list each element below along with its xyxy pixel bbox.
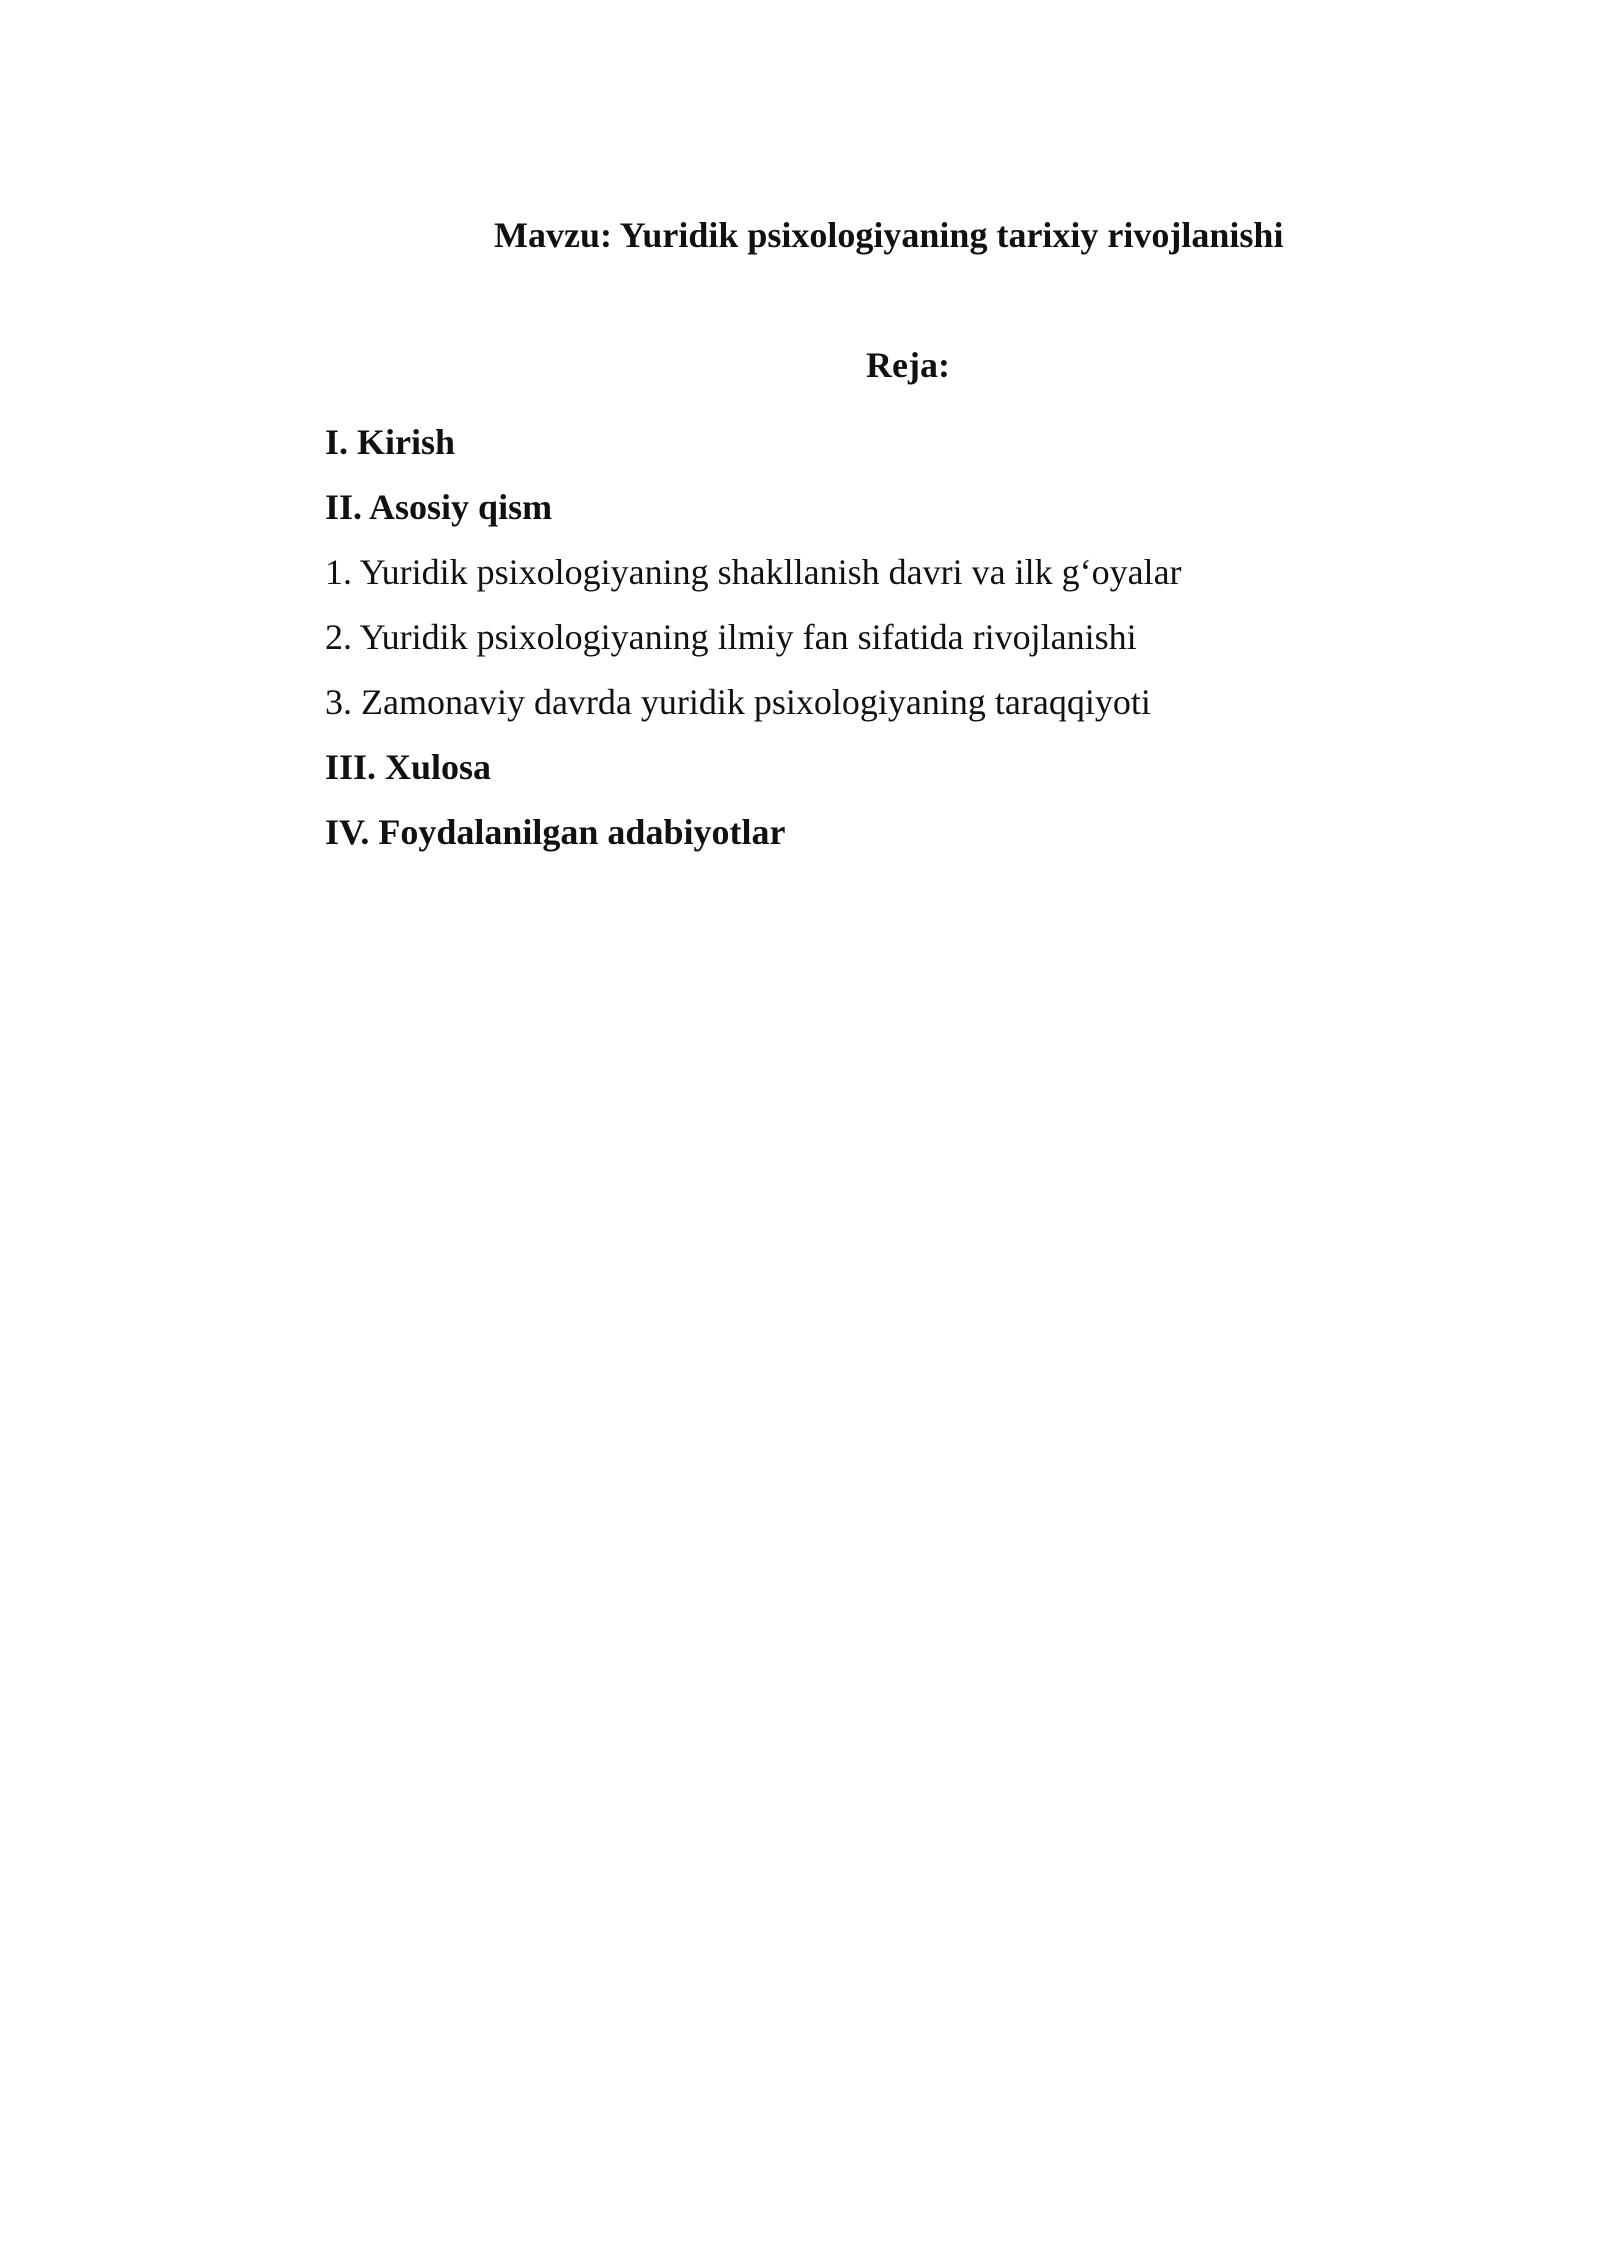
plan-subitem-3: 3. Zamonaviy davrda yuridik psixologiyaning taraqqiyoti: [325, 682, 1151, 722]
plan-item-xulosa: III. Xulosa: [325, 747, 492, 787]
plan-heading: Reja:: [866, 345, 950, 385]
plan-item-adabiyotlar: IV. Foydalanilgan adabiyotlar: [325, 812, 786, 852]
plan-item-kirish: I. Kirish: [325, 422, 456, 462]
plan-list: [325, 410, 1182, 865]
plan-item-asosiy-qism: II. Asosiy qism: [325, 487, 553, 527]
document-title: Mavzu: Yuridik psixologiyaning tarixiy rivojlanishi: [494, 215, 1284, 255]
plan-subitem-2: 2. Yuridik psixologiyaning ilmiy fan sifatida rivojlanishi: [325, 617, 1137, 657]
plan-subitem-1: 1. Yuridik psixologiyaning shakllanish davri va ilk g‘oyalar: [325, 552, 1182, 592]
